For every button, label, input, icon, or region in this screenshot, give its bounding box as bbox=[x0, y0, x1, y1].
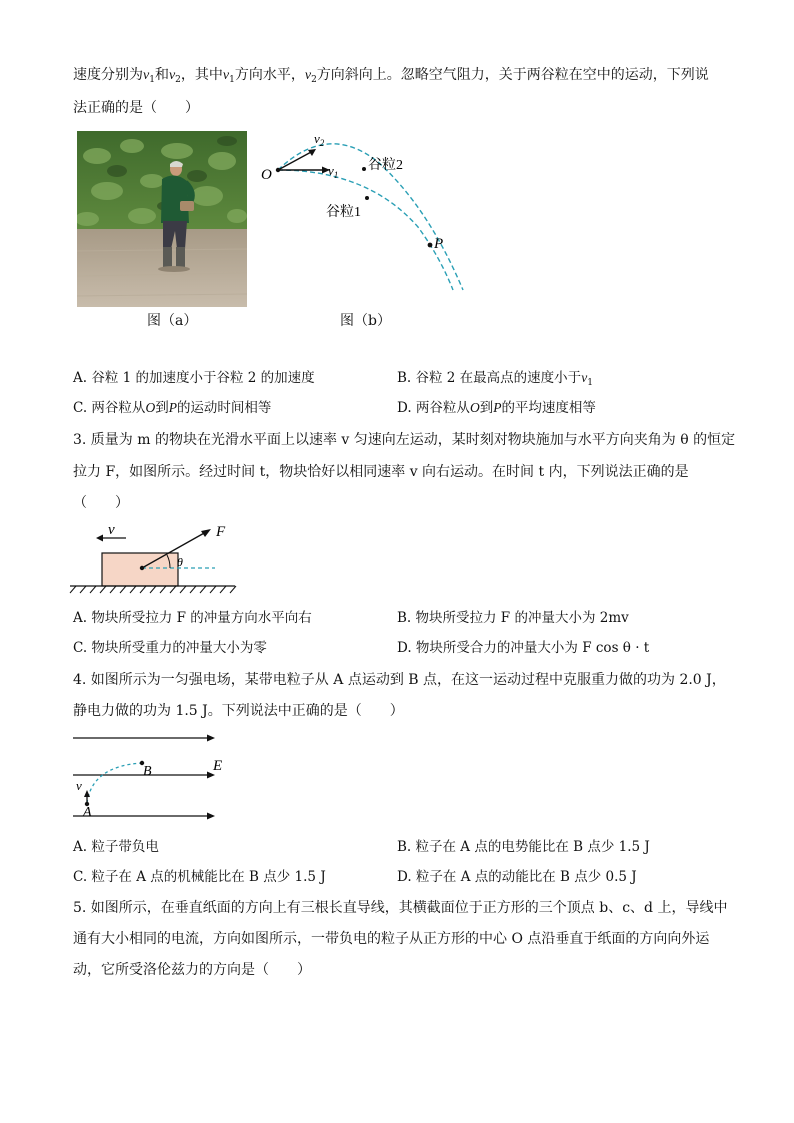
figure-b-caption: 图（b） bbox=[340, 313, 391, 329]
q4-option-b: B. 粒子在 A 点的电势能比在 B 点少 1.5 J bbox=[397, 839, 650, 855]
q3-line-1: 3. 质量为 m 的物块在光滑水平面上以速率 v 匀速向左运动，某时刻对物块施加与水平方向夹角为 θ 的恒定 bbox=[73, 432, 736, 448]
q2-option-d: D. 两谷粒从O到P的平均速度相等 bbox=[397, 400, 596, 416]
q3-option-d: D. 物块所受合力的冲量大小为 F cos θ · t bbox=[397, 640, 650, 656]
q2-option-b: B. 谷粒 2 在最高点的速度小于$v_1$ bbox=[397, 370, 593, 388]
q2-option-a: A. 谷粒 1 的加速度小于谷粒 2 的加速度 bbox=[73, 370, 315, 386]
velocity-label: v bbox=[76, 778, 82, 793]
trajectory-diagram bbox=[258, 127, 478, 297]
q3-line-2: 拉力 F，如图所示。经过时间 t，物块恰好以相同速率 v 向右运动。在时间 t 内，下列说法正确的是 bbox=[73, 464, 689, 480]
block bbox=[102, 553, 178, 586]
grain1-trajectory bbox=[278, 170, 453, 290]
angle-label: θ bbox=[177, 555, 183, 569]
figure-a-caption: 图（a） bbox=[147, 313, 198, 329]
q5-line-3: 动，它所受洛伦兹力的方向是（ ） bbox=[73, 962, 311, 978]
q2-line-1: 速度分别为$v_1$和$v_2$，其中$v_1$方向水平，$v_2$方向斜向上。忽略空气阻力，关于两谷粒在空中的运动，下列说 bbox=[73, 67, 709, 85]
q3-option-a: A. 物块所受拉力 F 的冲量方向水平向右 bbox=[73, 610, 312, 626]
point-p-label: P bbox=[434, 236, 444, 252]
q4-line-1: 4. 如图所示为一匀强电场，某带电粒子从 A 点运动到 B 点，在这一运动过程中克服重力做的功为 2.0 J， bbox=[73, 672, 726, 688]
q3-option-b: B. 物块所受拉力 F 的冲量大小为 2mv bbox=[397, 610, 629, 626]
v1-label: $v_1$ bbox=[328, 163, 339, 180]
q5-line-2: 通有大小相同的电流，方向如图所示，一带负电的粒子从正方形的中心 O 点沿垂直于纸面的方向向外运 bbox=[73, 931, 710, 947]
q2-option-c: C. 两谷粒从O到P的运动时间相等 bbox=[73, 400, 272, 416]
v2-label: $v_2$ bbox=[314, 131, 325, 148]
farmer-sowing-photo bbox=[77, 131, 247, 307]
q4-line-2: 静电力做的功为 1.5 J。下列说法中正确的是（ ） bbox=[73, 703, 404, 719]
point-b-label: B bbox=[143, 764, 152, 779]
block-force-diagram bbox=[70, 520, 240, 595]
origin-label: O bbox=[261, 167, 272, 183]
force-label: F bbox=[216, 524, 226, 540]
q5-line-1: 5. 如图所示，在垂直纸面的方向上有三根长直导线，其横截面位于正方形的三个顶点 b、c、d 上，导线中 bbox=[73, 900, 728, 916]
grain1-label: 谷粒1 bbox=[326, 205, 361, 220]
q3-option-c: C. 物块所受重力的冲量大小为零 bbox=[73, 640, 267, 656]
electric-field-diagram bbox=[70, 730, 240, 825]
q2-line-2: 法正确的是（ ） bbox=[73, 100, 199, 116]
q4-option-a: A. 粒子带负电 bbox=[73, 839, 159, 855]
velocity-label: v bbox=[108, 522, 115, 538]
q4-option-c: C. 粒子在 A 点的机械能比在 B 点少 1.5 J bbox=[73, 869, 326, 885]
particle-path bbox=[87, 763, 142, 803]
point-p bbox=[428, 243, 433, 248]
field-label: E bbox=[213, 758, 223, 774]
point-a-label: A bbox=[83, 805, 92, 820]
q4-option-d: D. 粒子在 A 点的动能比在 B 点少 0.5 J bbox=[397, 869, 637, 885]
grain1-point bbox=[365, 196, 369, 200]
grain2-point bbox=[362, 167, 366, 171]
grain2-label: 谷粒2 bbox=[368, 158, 403, 173]
q3-line-3: （ ） bbox=[73, 495, 129, 511]
